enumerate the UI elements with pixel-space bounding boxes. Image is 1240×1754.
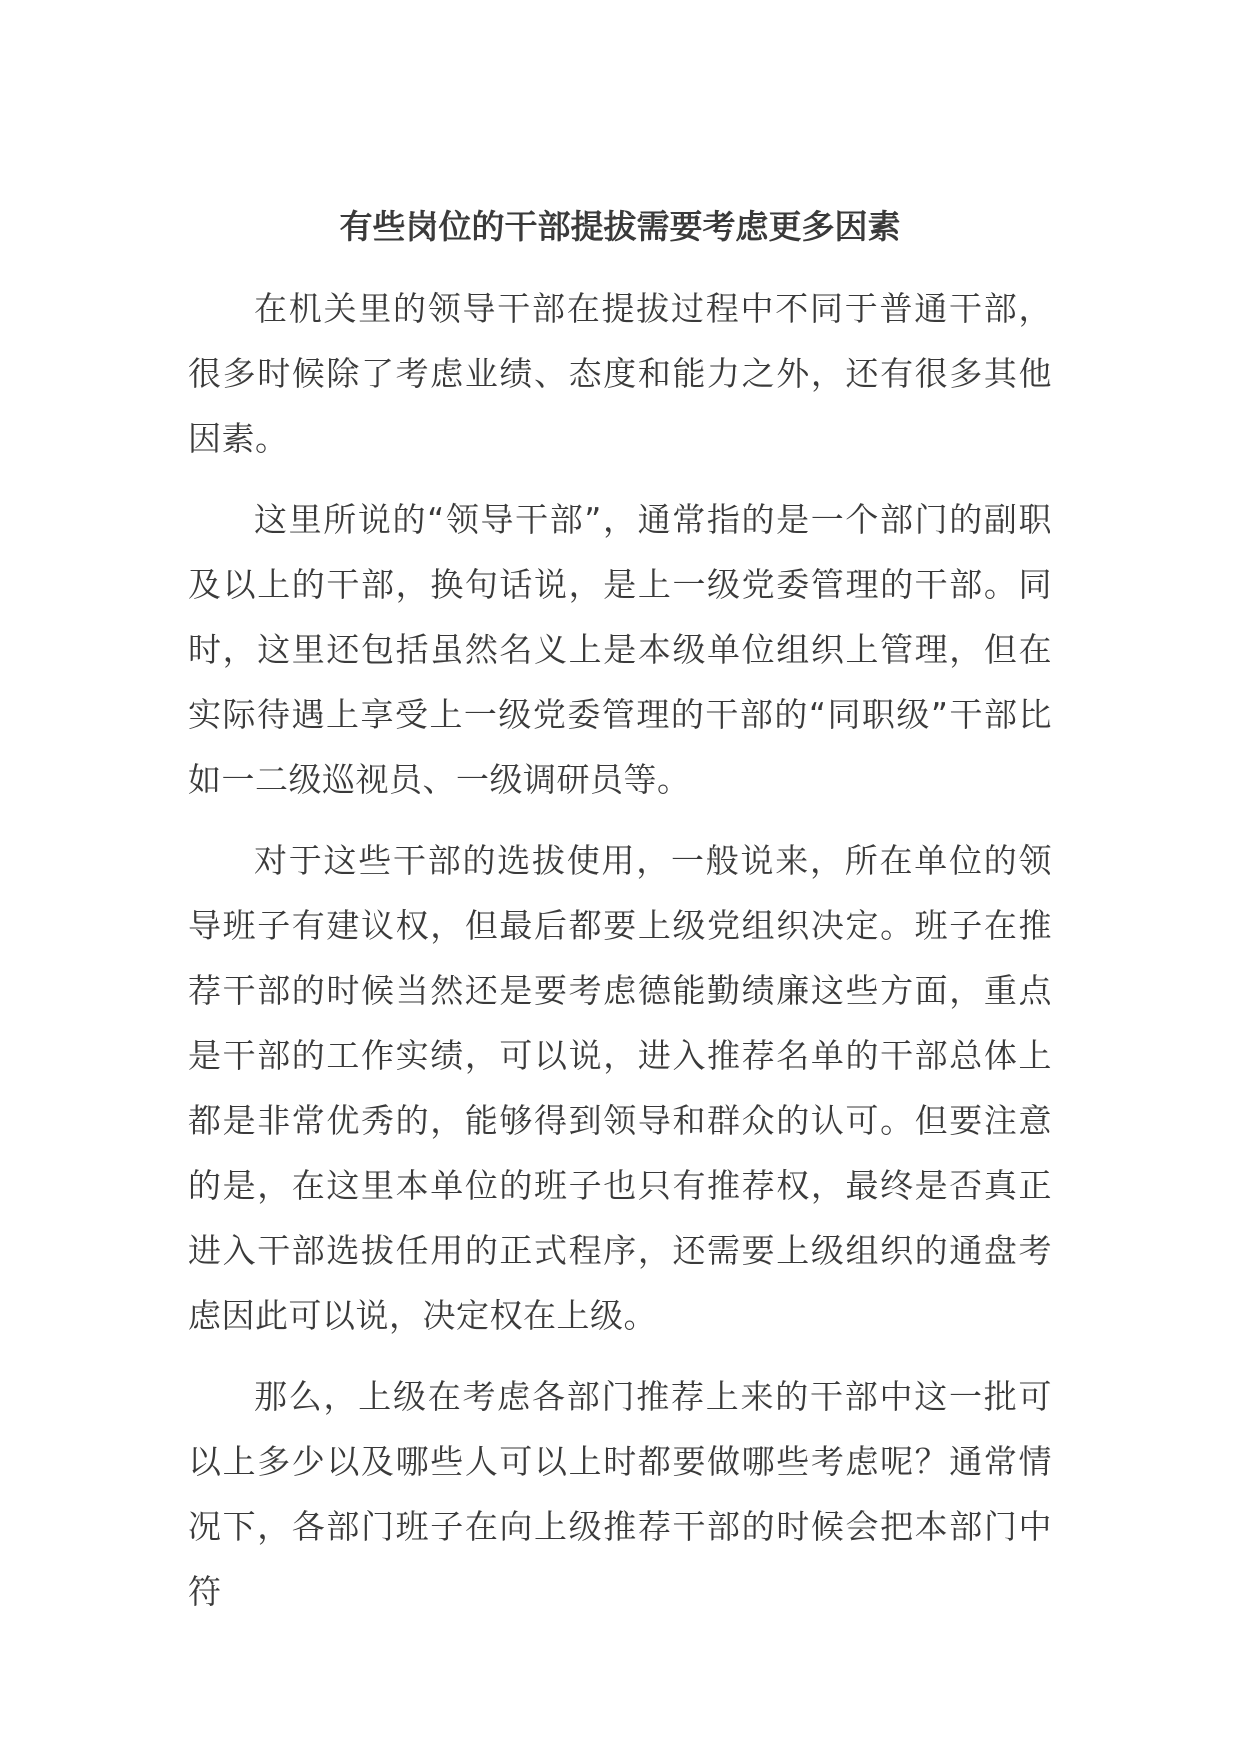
paragraph-2: 这里所说的“领导干部”，通常指的是一个部门的副职及以上的干部，换句话说，是上一级党委管理的干部。同时，这里还包括虽然名义上是本级单位组织上管理，但在实际待遇上享受上一级党委管理的干部的“同职级”干部比如一二级巡视员、一级调研员等。	[188, 500, 1052, 799]
document-body	[188, 276, 1052, 1640]
paragraph-1: 在机关里的领导干部在提拔过程中不同于普通干部，很多时候除了考虑业绩、态度和能力之外，还有很多其他因素。	[188, 289, 1052, 458]
paragraph-4: 那么，上级在考虑各部门推荐上来的干部中这一批可以上多少以及哪些人可以上时都要做哪些考虑呢？通常情况下，各部门班子在向上级推荐干部的时候会把本部门中符	[188, 1377, 1052, 1611]
paragraph-3: 对于这些干部的选拔使用，一般说来，所在单位的领导班子有建议权，但最后都要上级党组织决定。班子在推荐干部的时候当然还是要考虑德能勤绩廉这些方面，重点是干部的工作实绩，可以说，进入推荐名单的干部总体上都是非常优秀的，能够得到领导和群众的认可。但要注意的是，在这里本单位的班子也只有推荐权，最终是否真正进入干部选拔任用的正式程序，还需要上级组织的通盘考虑因此可以说，决定权在上级。	[188, 841, 1052, 1335]
document-title: 有些岗位的干部提拔需要考虑更多因素	[339, 207, 901, 246]
